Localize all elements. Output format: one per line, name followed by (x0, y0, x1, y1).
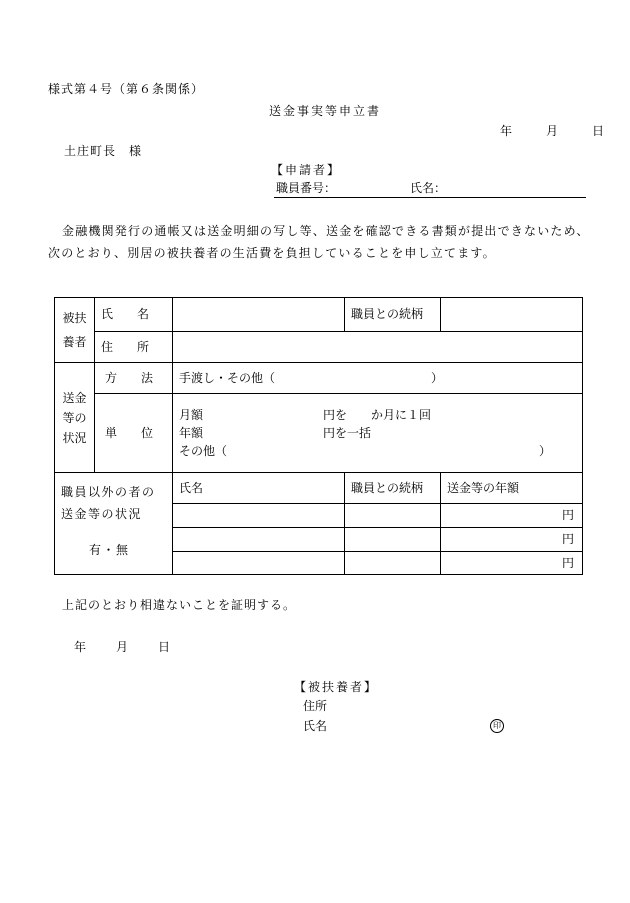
dependent-group-label: 被扶 養者 (55, 298, 95, 363)
date-year: 年 (500, 124, 513, 138)
others-relation-field[interactable] (345, 528, 441, 552)
dependent-address-label: 住所 (303, 699, 328, 713)
unit-monthly[interactable]: 月額 円を か月に１回 (179, 408, 432, 422)
date-day: 日 (592, 124, 605, 138)
presence-selector[interactable]: 有・無 (89, 543, 130, 557)
dependent-address-field[interactable] (173, 332, 583, 363)
method-label: 方 法 (95, 363, 173, 394)
seal-icon: 印 (490, 719, 504, 733)
unit-options (173, 394, 583, 473)
statement-paragraph: 金融機関発行の通帳又は送金明細の写し等、送金を確認できる書類が提出できないため、次のとおり、別居の被扶養者の生活費を負担していることを申し立てます。 (48, 224, 590, 260)
relation-label: 職員との続柄 (345, 298, 441, 332)
others-amount-field[interactable]: 円 (441, 504, 583, 528)
certification-date (74, 640, 170, 654)
dependent-address-label: 住 所 (95, 332, 173, 363)
dependent-name-label: 氏名 (303, 719, 328, 733)
others-amount-field[interactable]: 円 (441, 552, 583, 575)
submission-date (500, 124, 604, 138)
unit-yearly[interactable]: 年額 円を一括 (179, 426, 372, 440)
seal-mark (490, 717, 504, 733)
others-remittance-label: 職員以外の者の 送金等の状況 有・無 (55, 473, 173, 575)
applicant-fields (274, 181, 586, 198)
others-col-relation: 職員との続柄 (345, 473, 441, 504)
others-name-field[interactable] (173, 528, 345, 552)
date-month: 月 (546, 124, 559, 138)
dependent-name-field[interactable] (173, 298, 345, 332)
unit-other[interactable]: その他（ ） (179, 444, 552, 458)
addressee: 土庄町長 様 (64, 144, 143, 158)
date-year: 年 (74, 640, 87, 654)
form-number: 様式第４号（第６条関係） (48, 82, 205, 96)
others-name-field[interactable] (173, 552, 345, 575)
staff-number-label: 職員番号： (276, 181, 337, 195)
remittance-table (54, 297, 583, 575)
dependent-heading: 【被扶養者】 (294, 680, 379, 694)
others-relation-field[interactable] (345, 552, 441, 575)
remittance-group-label: 送金 等の 状況 (55, 363, 95, 473)
unit-label: 単 位 (95, 394, 173, 473)
relation-field[interactable] (441, 298, 583, 332)
others-name-field[interactable] (173, 504, 345, 528)
document-title: 送金事実等申立書 (268, 104, 381, 118)
certification-statement: 上記のとおり相違ないことを証明する。 (62, 598, 297, 612)
date-month: 月 (116, 640, 129, 654)
applicant-heading: 【申請者】 (271, 163, 342, 177)
others-col-amount: 送金等の年額 (441, 473, 583, 504)
method-value[interactable]: 手渡し・その他（ ） (173, 363, 583, 394)
others-col-name: 氏名 (173, 473, 345, 504)
date-day: 日 (158, 640, 171, 654)
others-relation-field[interactable] (345, 504, 441, 528)
others-amount-field[interactable]: 円 (441, 528, 583, 552)
dependent-name-label: 氏 名 (95, 298, 173, 332)
applicant-name-label: 氏名： (410, 181, 447, 195)
